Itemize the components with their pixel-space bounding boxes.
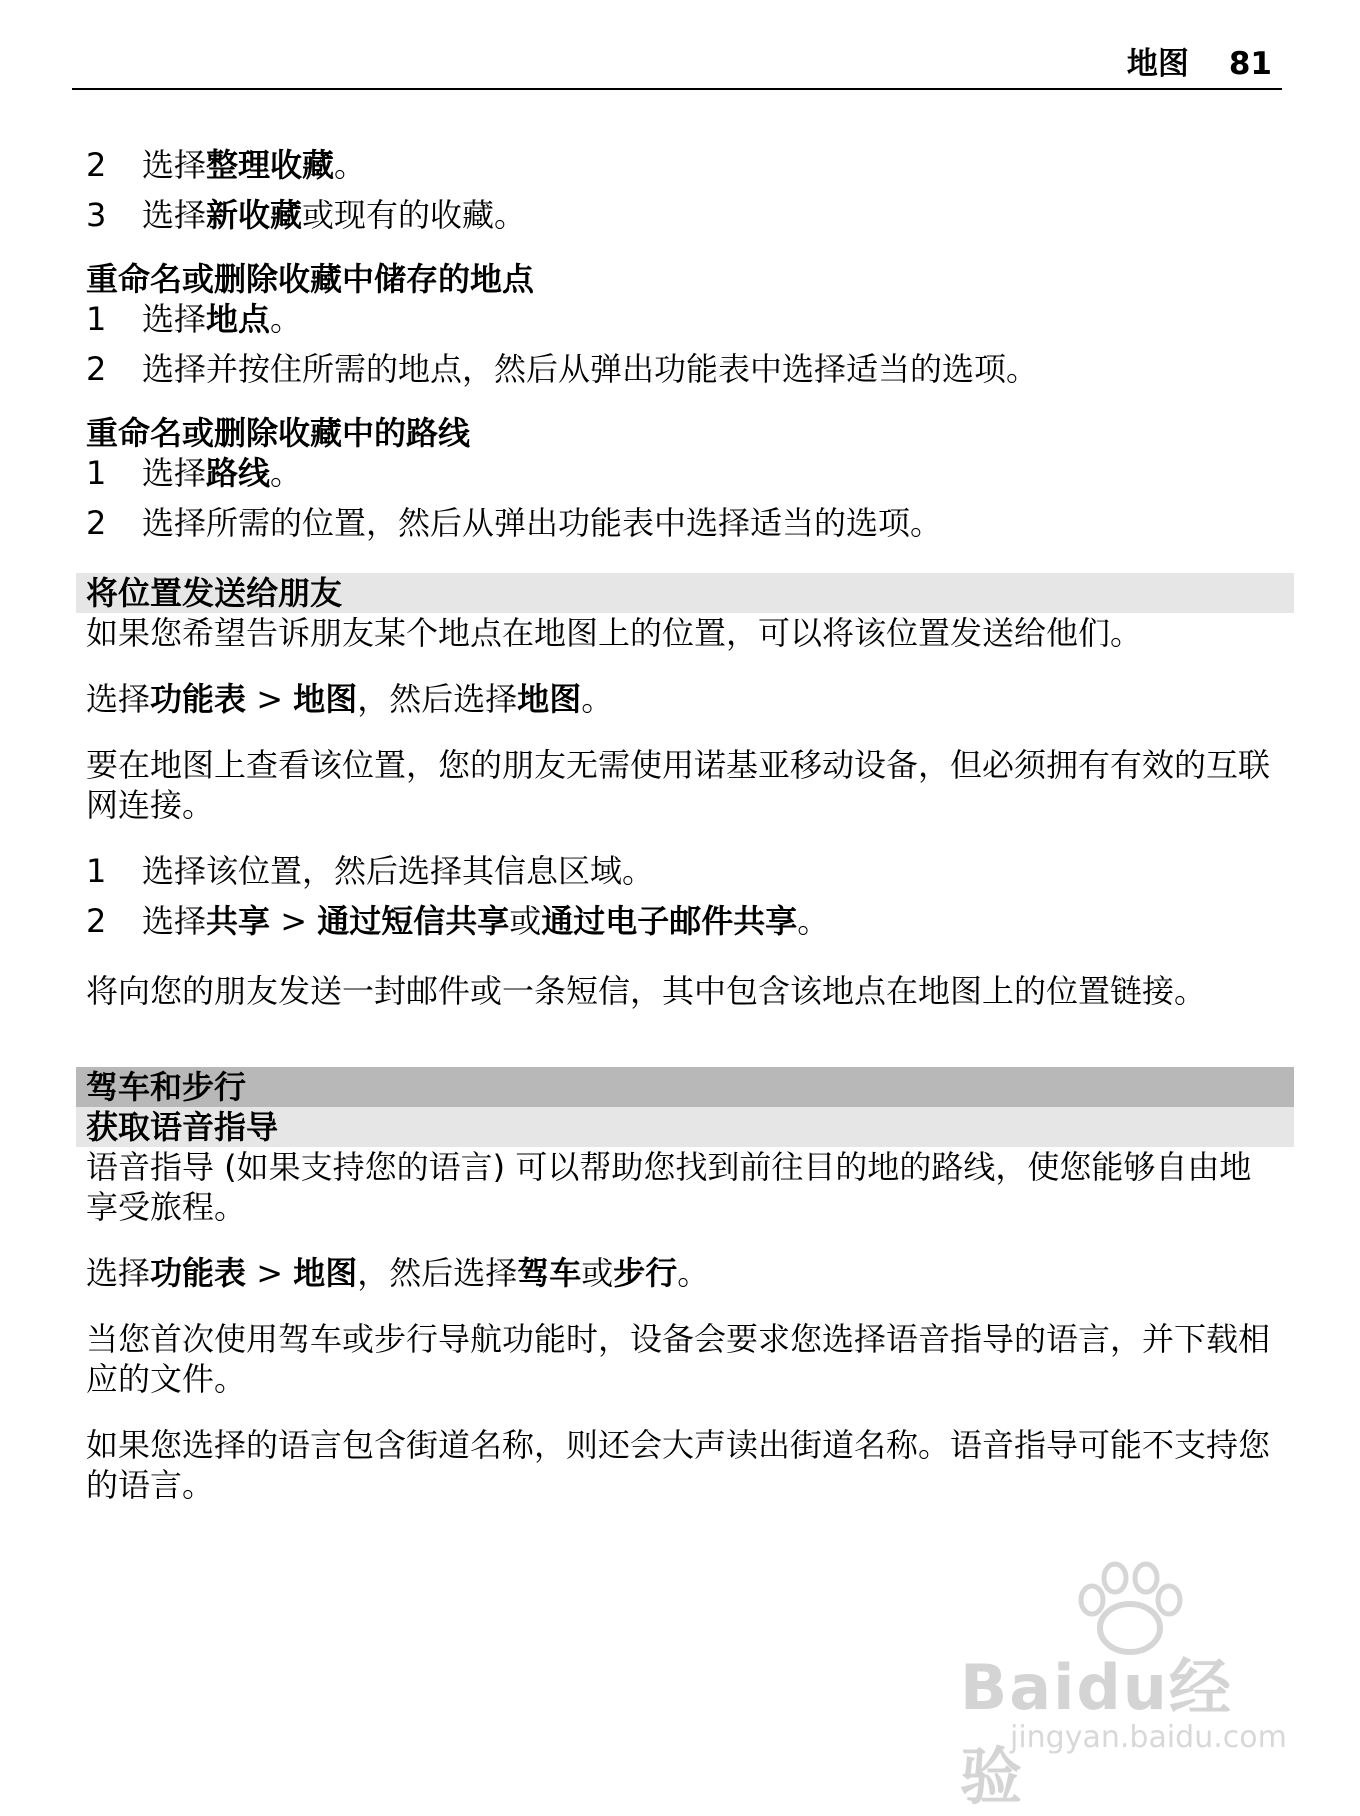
text-run: 或 <box>581 1254 614 1292</box>
rename-routes-steps <box>86 453 1276 543</box>
step-text <box>142 299 302 339</box>
text-run: 。 <box>581 680 614 718</box>
step-item <box>86 453 1276 493</box>
voice-guidance-street-names: 如果您选择的语言包含街道名称，则还会大声读出街道名称。语音指导可能不支持您的语言。 <box>86 1426 1271 1504</box>
text-run: ，然后选择 <box>357 1254 518 1292</box>
step-item <box>86 901 1276 941</box>
text-run: 或 <box>509 902 542 940</box>
ui-term: 功能表 <box>150 680 247 718</box>
ui-term: 驾车 <box>517 1254 582 1292</box>
step-number: 1 <box>86 300 107 338</box>
text-run: 选择 <box>142 196 207 234</box>
text-run: 选择 <box>142 300 207 338</box>
send-location-result: 将向您的朋友发送一封邮件或一条短信，其中包含该地点在地图上的位置链接。 <box>86 972 1207 1010</box>
send-location-steps <box>86 851 1276 941</box>
step-item <box>86 299 1276 339</box>
ui-term: 共享 <box>206 902 271 940</box>
chapter-title: 地图 <box>1126 46 1189 82</box>
text-run: ，然后选择 <box>357 680 518 718</box>
send-location-banner: 将位置发送给朋友 <box>76 573 1294 613</box>
text-run: > <box>246 1254 294 1292</box>
text-run: 选择 <box>142 146 207 184</box>
step-text <box>142 349 1038 389</box>
ui-term: 路线 <box>206 454 271 492</box>
rename-places-steps <box>86 299 1276 389</box>
send-location-select-path <box>86 679 1276 719</box>
text-run: 选择 <box>86 680 151 718</box>
ui-term: 新收藏 <box>206 196 303 234</box>
step-item <box>86 349 1276 389</box>
text-run: 或现有的收藏。 <box>302 196 527 234</box>
watermark-logo: Baidu经验 <box>960 1651 1233 1813</box>
text-run: 选择该位置，然后选择其信息区域。 <box>142 852 655 890</box>
baidu-watermark <box>920 1560 1287 1813</box>
text-run: 。 <box>270 454 303 492</box>
step-number: 2 <box>86 504 107 542</box>
text-run: 选择所需的位置，然后从弹出功能表中选择适当的选项。 <box>142 504 943 542</box>
step-number: 2 <box>86 902 107 940</box>
rename-routes-heading: 重命名或删除收藏中的路线 <box>86 414 471 452</box>
rename-places-heading: 重命名或删除收藏中储存的地点 <box>86 260 535 298</box>
text-run: > <box>246 680 294 718</box>
ui-term: 地图 <box>517 680 582 718</box>
ui-term: 通过电子邮件共享 <box>541 902 798 940</box>
step-number: 1 <box>86 454 107 492</box>
text-run: 。 <box>334 146 367 184</box>
text-run: 选择 <box>142 902 207 940</box>
step-number: 2 <box>86 350 107 388</box>
step-item <box>86 145 1276 185</box>
step-text <box>142 503 942 543</box>
document-body <box>86 145 1276 1531</box>
driving-walking-banner: 驾车和步行 <box>76 1067 1294 1107</box>
text-run: 。 <box>270 300 303 338</box>
text-run: 。 <box>677 1254 710 1292</box>
step-text <box>142 195 526 235</box>
voice-guidance-intro: 语音指导 (如果支持您的语言) 可以帮助您找到前往目的地的路线，使您能够自由地享受旅程。 <box>86 1148 1252 1226</box>
send-location-intro: 如果您希望告诉朋友某个地点在地图上的位置，可以将该位置发送给他们。 <box>86 614 1143 652</box>
step-item <box>86 503 1276 543</box>
ui-term: 整理收藏 <box>206 146 335 184</box>
ui-term: 地点 <box>206 300 271 338</box>
ui-term: 地图 <box>293 680 358 718</box>
header-text <box>1127 44 1272 84</box>
text-run: > <box>270 902 318 940</box>
favorites-steps <box>86 145 1276 235</box>
page-number: 81 <box>1228 46 1272 82</box>
text-run: 。 <box>797 902 830 940</box>
step-text <box>142 145 366 185</box>
step-text <box>142 851 654 891</box>
voice-guidance-first-use: 当您首次使用驾车或步行导航功能时，设备会要求您选择语音指导的语言，并下载相应的文件。 <box>86 1320 1271 1398</box>
step-number: 2 <box>86 146 107 184</box>
step-item <box>86 195 1276 235</box>
step-number: 3 <box>86 196 107 234</box>
step-text <box>142 453 302 493</box>
ui-term: 步行 <box>613 1254 678 1292</box>
step-number: 1 <box>86 852 107 890</box>
ui-term: 通过短信共享 <box>317 902 510 940</box>
text-run: 选择 <box>86 1254 151 1292</box>
voice-guidance-banner: 获取语音指导 <box>76 1107 1294 1147</box>
text-run: 选择并按住所需的地点，然后从弹出功能表中选择适当的选项。 <box>142 350 1039 388</box>
text-run: 选择 <box>142 454 207 492</box>
page-header <box>72 40 1282 90</box>
ui-term: 功能表 <box>150 1254 247 1292</box>
step-text <box>142 901 829 941</box>
step-item <box>86 851 1276 891</box>
send-location-note: 要在地图上查看该位置，您的朋友无需使用诺基亚移动设备，但必须拥有有效的互联网连接。 <box>86 746 1271 824</box>
voice-guidance-select-path <box>86 1253 1276 1293</box>
watermark-url: jingyan.baidu.com <box>1010 1720 1287 1755</box>
ui-term: 地图 <box>293 1254 358 1292</box>
